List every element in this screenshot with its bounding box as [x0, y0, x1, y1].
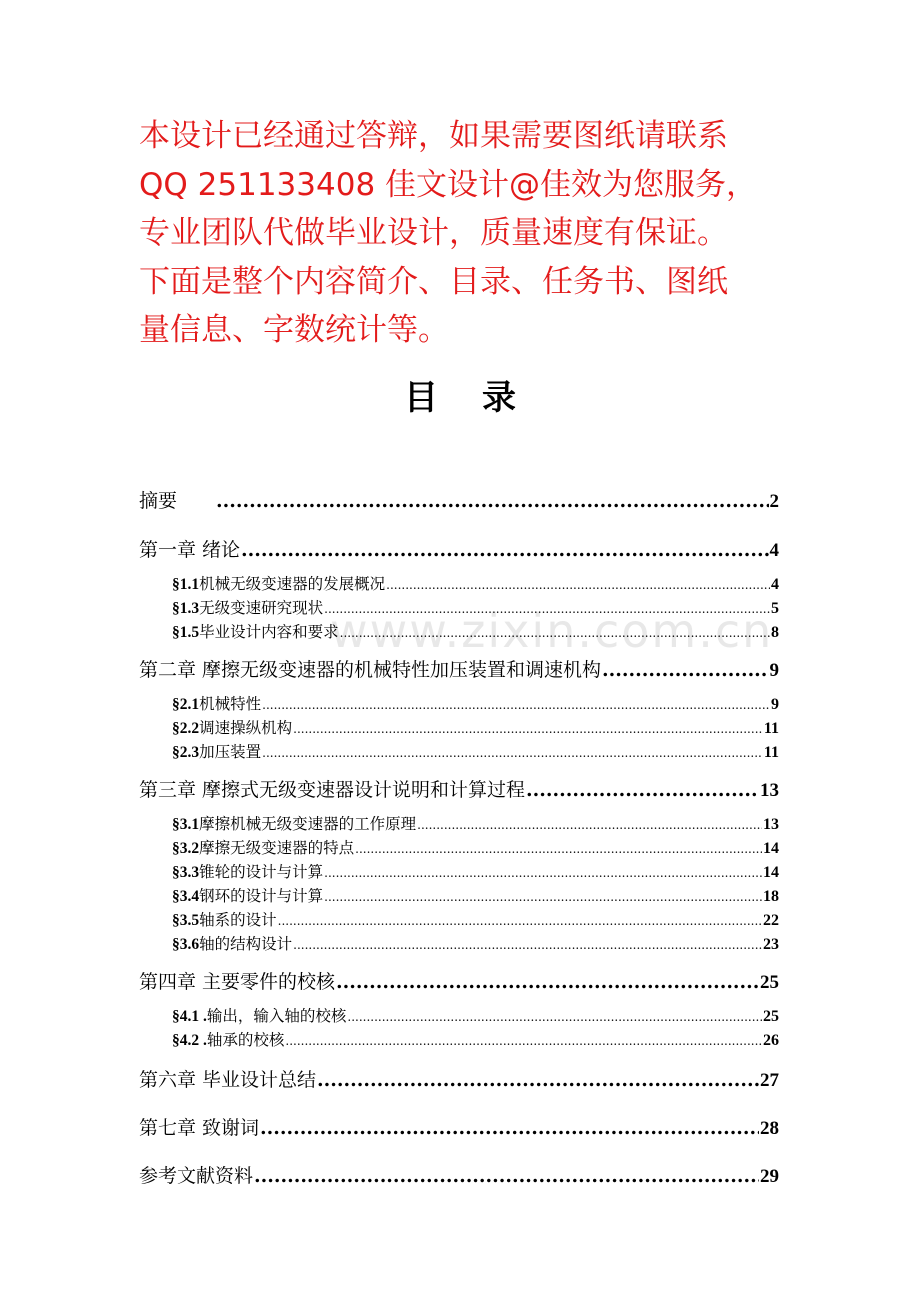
notice-line: 下面是整个内容简介、目录、任务书、图纸	[139, 263, 728, 300]
toc-entry-section[interactable]	[172, 932, 779, 954]
toc-leader	[324, 866, 762, 880]
toc-entry-label: 第六章 毕业设计总结	[139, 1069, 317, 1091]
toc-page-number: 25	[763, 1008, 779, 1025]
toc-leader	[340, 626, 770, 640]
toc-entry-label: 机械无级变速器的发展概况	[199, 575, 386, 593]
toc-entry-section[interactable]	[172, 812, 779, 834]
notice-line: 专业团队代做毕业设计，质量速度有保证。	[139, 215, 728, 251]
toc-page-number: 29	[760, 1166, 779, 1187]
toc-page-number: 27	[760, 1070, 779, 1091]
notice-line: 本设计已经通过答辩，如果需要图纸请联系	[139, 118, 728, 154]
toc-leader	[324, 602, 770, 616]
toc-section-number: §2.3	[172, 744, 200, 761]
toc-leader	[216, 490, 768, 512]
toc-entry-label: 毕业设计内容和要求	[199, 623, 339, 641]
toc-leader	[347, 1010, 762, 1024]
toc-entry-label: 参考文献资料	[139, 1165, 254, 1187]
toc-entry-label: 摘要	[139, 490, 178, 512]
toc-section-number: §3.4	[172, 888, 200, 905]
toc-section-number: §2.2	[172, 720, 200, 737]
toc-entry-chapter-7[interactable]	[139, 1113, 779, 1140]
toc-page-number: 2	[769, 491, 779, 512]
toc-entry-label: 调速操纵机构	[199, 719, 293, 737]
toc-page-number: 28	[760, 1118, 779, 1139]
toc-section-number: §4.2 .	[172, 1032, 207, 1049]
toc-entry-chapter-6[interactable]	[139, 1065, 779, 1092]
toc-entry-label: 加压装置	[199, 743, 262, 761]
toc-entry-label: 轴系的设计	[199, 911, 277, 929]
toc-entry-label: 无级变速研究现状	[199, 599, 324, 617]
toc-page-number: 14	[763, 864, 779, 881]
toc-section-number: §3.1	[172, 816, 200, 833]
toc-leader	[254, 1165, 759, 1187]
toc-entry-section[interactable]	[172, 716, 779, 738]
toc-entry-section[interactable]	[172, 572, 779, 594]
toc-entry-chapter-2[interactable]	[139, 655, 779, 682]
toc-entry-section[interactable]	[172, 740, 779, 762]
toc-entry-section[interactable]	[172, 596, 779, 618]
toc-page-number: 4	[771, 576, 779, 593]
promo-notice	[139, 112, 799, 355]
toc-leader	[262, 698, 770, 712]
toc-page-number: 18	[763, 888, 779, 905]
toc-entry-label: 第四章 主要零件的校核	[139, 971, 336, 993]
notice-line: QQ 251133408 佳文设计@佳效为您服务，	[139, 166, 758, 203]
toc-entry-label: 轴承的校核	[206, 1031, 285, 1049]
toc-entry-section[interactable]	[172, 908, 779, 930]
notice-line: 量信息、字数统计等。	[139, 312, 449, 348]
toc-entry-section[interactable]	[172, 692, 779, 714]
toc-entry-section[interactable]	[172, 1004, 779, 1026]
toc-section-number: §4.1 .	[172, 1008, 207, 1025]
toc-entry-label: 锥轮的设计与计算	[199, 863, 324, 881]
toc-page-number: 11	[763, 720, 779, 737]
toc-entry-label: 第二章 摩擦无级变速器的机械特性加压装置和调速机构	[139, 659, 602, 681]
toc-leader	[417, 818, 762, 832]
toc-page-number: 13	[763, 816, 779, 833]
toc-leader	[293, 722, 763, 736]
toc-section-number: §2.1	[172, 696, 200, 713]
toc-entry-label: 第三章 摩擦式无级变速器设计说明和计算过程	[139, 779, 526, 801]
toc-entry-section[interactable]	[172, 620, 779, 642]
toc-leader	[602, 659, 768, 681]
toc-entry-label: 轴的结构设计	[199, 935, 293, 953]
toc-leader	[293, 938, 762, 952]
toc-page-number: 25	[760, 972, 779, 993]
toc-leader	[241, 539, 768, 561]
toc-section-number: §1.5	[172, 624, 200, 641]
toc-entry-section[interactable]	[172, 836, 779, 858]
toc-leader	[260, 1117, 759, 1139]
toc-section-number: §3.5	[172, 912, 200, 929]
toc-page-number: 8	[771, 624, 779, 641]
toc-title: 目录	[404, 378, 560, 418]
toc-section-number: §1.3	[172, 600, 200, 617]
toc-leader	[285, 1034, 762, 1048]
toc-entry-chapter-4[interactable]	[139, 967, 779, 994]
toc-leader	[262, 746, 763, 760]
toc-leader	[526, 779, 759, 801]
toc-entry-chapter-1[interactable]	[139, 535, 779, 562]
toc-entry-label: 输出，输入轴的校核	[206, 1007, 347, 1025]
toc-section-number: §3.3	[172, 864, 200, 881]
toc-section-number: §1.1	[172, 576, 200, 593]
toc-entry-section[interactable]	[172, 884, 779, 906]
toc-leader	[386, 578, 770, 592]
watermark: www.zixin.com.cn	[330, 604, 774, 658]
toc-page-number: 5	[771, 600, 779, 617]
toc-page-number: 11	[763, 744, 779, 761]
toc-entry-abstract[interactable]	[139, 486, 779, 513]
toc-entry-label: 摩擦无级变速器的特点	[199, 839, 355, 857]
toc-entry-chapter-3[interactable]	[139, 775, 779, 802]
toc-entry-label: 摩擦机械无级变速器的工作原理	[199, 815, 417, 833]
toc-leader	[336, 971, 759, 993]
toc-leader	[317, 1069, 759, 1091]
toc-entry-references[interactable]	[139, 1161, 779, 1188]
toc-entry-label: 钢环的设计与计算	[199, 887, 324, 905]
toc-entry-label: 第七章 致谢词	[139, 1117, 260, 1139]
toc-leader	[278, 914, 762, 928]
toc-page-number: 4	[769, 540, 779, 561]
toc-section-number: §3.2	[172, 840, 200, 857]
toc-page-number: 26	[763, 1032, 779, 1049]
toc-section-number: §3.6	[172, 936, 200, 953]
toc-leader	[355, 842, 762, 856]
toc-entry-label: 第一章 绪论	[139, 539, 241, 561]
toc-entry-label: 机械特性	[199, 695, 262, 713]
toc-page-number: 13	[760, 780, 779, 801]
toc-page-number: 22	[763, 912, 779, 929]
toc-page-number: 14	[763, 840, 779, 857]
toc-entry-section[interactable]	[172, 1028, 779, 1050]
toc-page-number: 9	[769, 660, 779, 681]
toc-page-number: 9	[771, 696, 779, 713]
toc-page-number: 23	[763, 936, 779, 953]
toc-entry-section[interactable]	[172, 860, 779, 882]
toc-leader	[324, 890, 762, 904]
